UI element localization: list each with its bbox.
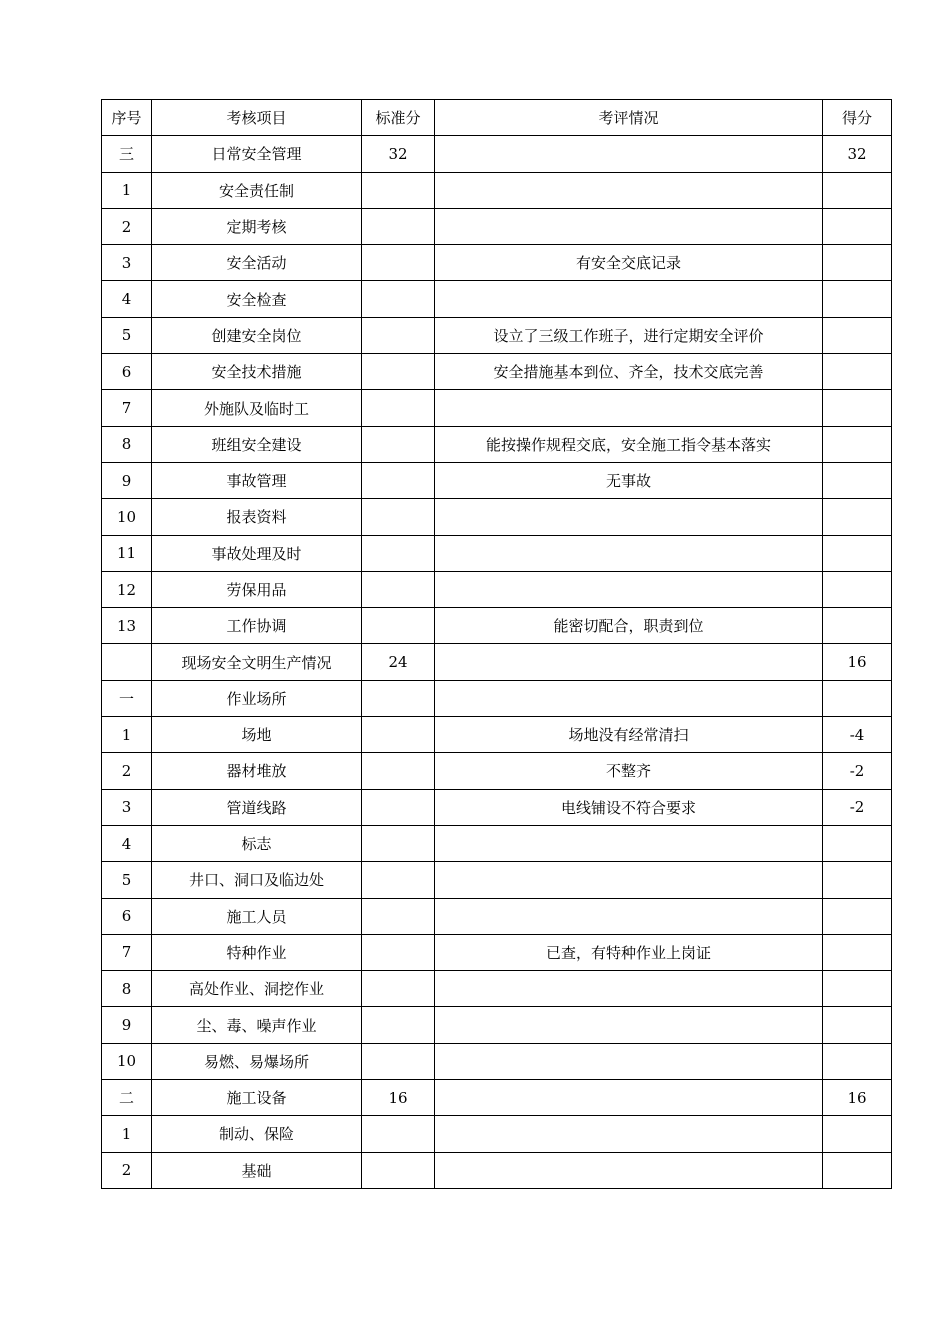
cell-no: 7 xyxy=(102,390,152,426)
header-item: 考核项目 xyxy=(152,100,362,136)
cell-score xyxy=(823,1116,892,1152)
cell-item: 日常安全管理 xyxy=(152,136,362,172)
cell-evaluation xyxy=(435,1152,823,1188)
table-row xyxy=(102,1080,892,1116)
cell-standard xyxy=(362,608,435,644)
cell-item: 器材堆放 xyxy=(152,753,362,789)
cell-score xyxy=(823,390,892,426)
cell-standard: 32 xyxy=(362,136,435,172)
cell-evaluation xyxy=(435,571,823,607)
cell-item: 外施队及临时工 xyxy=(152,390,362,426)
cell-no: 10 xyxy=(102,499,152,535)
cell-item: 制动、保险 xyxy=(152,1116,362,1152)
table-row xyxy=(102,934,892,970)
cell-no: 1 xyxy=(102,172,152,208)
cell-score xyxy=(823,172,892,208)
cell-no: 5 xyxy=(102,317,152,353)
cell-score xyxy=(823,971,892,1007)
header-evaluation: 考评情况 xyxy=(435,100,823,136)
cell-standard xyxy=(362,317,435,353)
cell-evaluation: 无事故 xyxy=(435,462,823,498)
cell-standard xyxy=(362,1007,435,1043)
cell-item: 作业场所 xyxy=(152,680,362,716)
cell-evaluation: 设立了三级工作班子，进行定期安全评价 xyxy=(435,317,823,353)
cell-score: 16 xyxy=(823,1080,892,1116)
cell-no: 4 xyxy=(102,825,152,861)
cell-item: 施工人员 xyxy=(152,898,362,934)
cell-standard xyxy=(362,571,435,607)
cell-item: 施工设备 xyxy=(152,1080,362,1116)
cell-standard xyxy=(362,971,435,1007)
cell-no: 11 xyxy=(102,535,152,571)
cell-standard xyxy=(362,499,435,535)
cell-item: 现场安全文明生产情况 xyxy=(152,644,362,680)
table-row xyxy=(102,317,892,353)
cell-evaluation xyxy=(435,825,823,861)
cell-score: 16 xyxy=(823,644,892,680)
cell-item: 安全责任制 xyxy=(152,172,362,208)
cell-item: 安全活动 xyxy=(152,245,362,281)
cell-standard xyxy=(362,426,435,462)
cell-evaluation: 电线铺设不符合要求 xyxy=(435,789,823,825)
cell-standard xyxy=(362,825,435,861)
cell-evaluation xyxy=(435,680,823,716)
cell-item: 尘、毒、噪声作业 xyxy=(152,1007,362,1043)
table-row xyxy=(102,898,892,934)
cell-no: 2 xyxy=(102,753,152,789)
table-row xyxy=(102,1043,892,1079)
table-row xyxy=(102,462,892,498)
cell-score xyxy=(823,245,892,281)
cell-standard xyxy=(362,862,435,898)
cell-standard xyxy=(362,208,435,244)
cell-score xyxy=(823,825,892,861)
cell-score xyxy=(823,354,892,390)
cell-evaluation xyxy=(435,1080,823,1116)
cell-item: 劳保用品 xyxy=(152,571,362,607)
table-row xyxy=(102,499,892,535)
cell-no: 13 xyxy=(102,608,152,644)
cell-evaluation xyxy=(435,971,823,1007)
cell-evaluation xyxy=(435,535,823,571)
cell-no: 9 xyxy=(102,1007,152,1043)
cell-no: 6 xyxy=(102,898,152,934)
cell-score xyxy=(823,426,892,462)
cell-no: 9 xyxy=(102,462,152,498)
cell-no: 5 xyxy=(102,862,152,898)
assessment-table xyxy=(101,99,892,1189)
table-row xyxy=(102,136,892,172)
header-score: 得分 xyxy=(823,100,892,136)
table-row xyxy=(102,608,892,644)
table-row xyxy=(102,390,892,426)
cell-item: 标志 xyxy=(152,825,362,861)
table-row xyxy=(102,971,892,1007)
table-row xyxy=(102,571,892,607)
cell-evaluation xyxy=(435,1116,823,1152)
cell-no: 10 xyxy=(102,1043,152,1079)
cell-item: 班组安全建设 xyxy=(152,426,362,462)
cell-evaluation xyxy=(435,862,823,898)
cell-evaluation xyxy=(435,644,823,680)
cell-score xyxy=(823,208,892,244)
cell-item: 安全检查 xyxy=(152,281,362,317)
cell-score xyxy=(823,608,892,644)
cell-standard xyxy=(362,753,435,789)
cell-no: 8 xyxy=(102,426,152,462)
cell-evaluation xyxy=(435,1007,823,1043)
table-row xyxy=(102,1007,892,1043)
cell-item: 事故处理及时 xyxy=(152,535,362,571)
cell-standard xyxy=(362,390,435,426)
cell-standard xyxy=(362,1043,435,1079)
cell-no: 三 xyxy=(102,136,152,172)
table-row xyxy=(102,281,892,317)
table-row xyxy=(102,789,892,825)
cell-no: 一 xyxy=(102,680,152,716)
cell-standard xyxy=(362,462,435,498)
cell-evaluation xyxy=(435,208,823,244)
cell-evaluation: 场地没有经常清扫 xyxy=(435,717,823,753)
cell-item: 基础 xyxy=(152,1152,362,1188)
cell-standard xyxy=(362,172,435,208)
cell-no: 3 xyxy=(102,245,152,281)
cell-score: -4 xyxy=(823,717,892,753)
cell-evaluation xyxy=(435,390,823,426)
cell-no: 1 xyxy=(102,1116,152,1152)
cell-standard: 16 xyxy=(362,1080,435,1116)
table-row xyxy=(102,535,892,571)
cell-item: 特种作业 xyxy=(152,934,362,970)
cell-evaluation xyxy=(435,499,823,535)
cell-no: 4 xyxy=(102,281,152,317)
cell-evaluation: 不整齐 xyxy=(435,753,823,789)
cell-score xyxy=(823,535,892,571)
table-row xyxy=(102,753,892,789)
cell-item: 安全技术措施 xyxy=(152,354,362,390)
cell-evaluation: 已查，有特种作业上岗证 xyxy=(435,934,823,970)
cell-item: 井口、洞口及临边处 xyxy=(152,862,362,898)
table-row xyxy=(102,245,892,281)
cell-no: 12 xyxy=(102,571,152,607)
table-row xyxy=(102,862,892,898)
cell-standard xyxy=(362,717,435,753)
table-header-row xyxy=(102,100,892,136)
cell-no: 1 xyxy=(102,717,152,753)
cell-evaluation: 有安全交底记录 xyxy=(435,245,823,281)
cell-standard xyxy=(362,1152,435,1188)
header-no: 序号 xyxy=(102,100,152,136)
table-row xyxy=(102,172,892,208)
table-row xyxy=(102,825,892,861)
table-row xyxy=(102,208,892,244)
cell-evaluation xyxy=(435,281,823,317)
cell-score xyxy=(823,317,892,353)
cell-score xyxy=(823,281,892,317)
cell-no: 6 xyxy=(102,354,152,390)
cell-score: 32 xyxy=(823,136,892,172)
cell-score xyxy=(823,934,892,970)
cell-standard xyxy=(362,354,435,390)
cell-evaluation xyxy=(435,1043,823,1079)
cell-no: 二 xyxy=(102,1080,152,1116)
cell-standard xyxy=(362,245,435,281)
table-row xyxy=(102,644,892,680)
cell-item: 高处作业、洞挖作业 xyxy=(152,971,362,1007)
cell-standard xyxy=(362,789,435,825)
cell-score xyxy=(823,898,892,934)
cell-evaluation: 能按操作规程交底，安全施工指令基本落实 xyxy=(435,426,823,462)
cell-score: -2 xyxy=(823,753,892,789)
cell-score xyxy=(823,571,892,607)
cell-no xyxy=(102,644,152,680)
table-row xyxy=(102,1116,892,1152)
cell-standard xyxy=(362,898,435,934)
cell-score xyxy=(823,1152,892,1188)
cell-score: -2 xyxy=(823,789,892,825)
cell-standard xyxy=(362,281,435,317)
cell-no: 8 xyxy=(102,971,152,1007)
cell-item: 定期考核 xyxy=(152,208,362,244)
cell-item: 场地 xyxy=(152,717,362,753)
table-row xyxy=(102,354,892,390)
cell-evaluation: 安全措施基本到位、齐全，技术交底完善 xyxy=(435,354,823,390)
cell-item: 管道线路 xyxy=(152,789,362,825)
cell-item: 易燃、易爆场所 xyxy=(152,1043,362,1079)
cell-evaluation xyxy=(435,898,823,934)
table-row xyxy=(102,426,892,462)
cell-standard xyxy=(362,1116,435,1152)
cell-no: 2 xyxy=(102,208,152,244)
cell-score xyxy=(823,680,892,716)
cell-score xyxy=(823,1007,892,1043)
cell-score xyxy=(823,1043,892,1079)
cell-evaluation xyxy=(435,172,823,208)
cell-score xyxy=(823,462,892,498)
table-row xyxy=(102,1152,892,1188)
table-row xyxy=(102,717,892,753)
cell-no: 2 xyxy=(102,1152,152,1188)
cell-score xyxy=(823,862,892,898)
cell-item: 事故管理 xyxy=(152,462,362,498)
cell-score xyxy=(823,499,892,535)
cell-item: 报表资料 xyxy=(152,499,362,535)
cell-item: 工作协调 xyxy=(152,608,362,644)
cell-standard xyxy=(362,680,435,716)
cell-standard: 24 xyxy=(362,644,435,680)
cell-no: 3 xyxy=(102,789,152,825)
cell-standard xyxy=(362,535,435,571)
cell-evaluation xyxy=(435,136,823,172)
cell-standard xyxy=(362,934,435,970)
cell-no: 7 xyxy=(102,934,152,970)
table-row xyxy=(102,680,892,716)
cell-evaluation: 能密切配合，职责到位 xyxy=(435,608,823,644)
cell-item: 创建安全岗位 xyxy=(152,317,362,353)
header-standard: 标准分 xyxy=(362,100,435,136)
table-body xyxy=(102,136,892,1189)
